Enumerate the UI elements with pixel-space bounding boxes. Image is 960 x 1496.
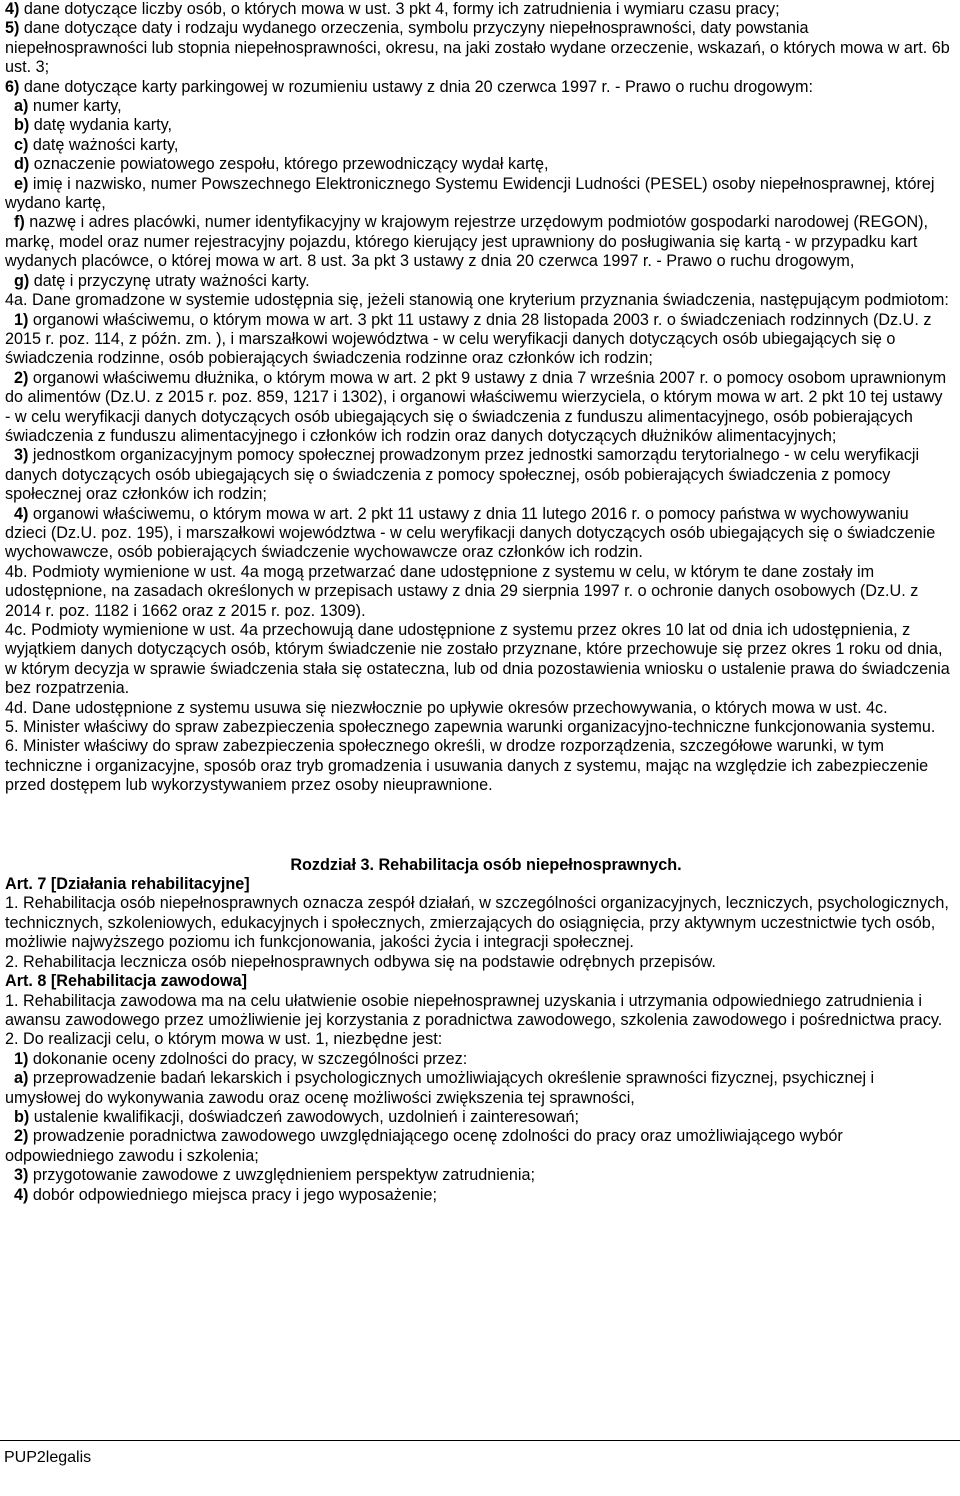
paragraph-4c: 4c. Podmioty wymienione w ust. 4a przechowują dane udostępnione z systemu przez okres 10 lat od dnia ich udostępnienia, z wyjątkiem danych dotyczących osób, którym świadczenie nie zostało przyznane, które przechowuje się przez okres 1 roku od dnia, w którym decyzja w sprawie świadczenia stała się ostateczna, lub od dnia pozostawienia wniosku o ustalenie prawa do świadczenia bez rozpatrzenia. <box>5 621 950 698</box>
paragraph-6: 6. Minister właściwy do spraw zabezpieczenia społecznego określi, w drodze rozporządzenia, szczegółowe warunki, w tym techniczne i organizacyjne, sposób oraz tryb gromadzenia i usuwania danych z systemu, mając na względzie ich zabezpieczenie przed dostępem lub wykorzystywaniem przez osoby nieuprawnione. <box>5 737 929 795</box>
subitem-a: a) numer karty, <box>14 97 122 116</box>
item-4a-2: 2) organowi właściwemu dłużnika, o którym mowa w art. 2 pkt 9 ustawy z dnia 7 września 2007 r. o pomocy osobom uprawnionym do alimentów (Dz.U. z 2015 r. poz. 859, 1217 i 1302), i organowi właściwemu wierzyciela, o którym mowa w art. 2 pkt 10 tej ustawy - w celu weryfikacji danych dotyczących osób ubiegających się o świadczenia z funduszu alimentacyjnego, osób pobierających świadczenia z funduszu alimentacyjnego i członków ich rodzin oraz danych dotyczących dłużników alimentacyjnych; <box>5 368 947 445</box>
paragraph-4b: 4b. Podmioty wymienione w ust. 4a mogą przetwarzać dane udostępnione z systemu w celu, w którym te dane zostały im udostępnione, na zasadach określonych w przepisach ustawy z dnia 29 sierpnia 1997 r. o ochronie danych osobowych (Dz.U. z 2014 r. poz. 1182 i 1662 oraz z 2015 r. poz. 1309). <box>5 562 919 620</box>
paragraph-4a: 4a. Dane gromadzone w systemie udostępnia się, jeżeli stanowią one kryterium przyznania świadczenia, następującym podmiotom: <box>5 291 949 310</box>
item-4: 4) dane dotyczące liczby osób, o których mowa w ust. 3 pkt 4, formy ich zatrudnienia i wymiaru czasu pracy; <box>5 0 780 18</box>
subitem-d: d) oznaczenie powiatowego zespołu, którego przewodniczący wydał kartę, <box>14 155 549 174</box>
subitem-c: c) datę ważności karty, <box>14 135 179 154</box>
item-4a-4: 4) organowi właściwemu, o którym mowa w art. 2 pkt 11 ustawy z dnia 11 lutego 2016 r. o pomocy państwa w wychowywaniu dzieci (Dz.U. poz. 195), i marszałkowi województwa - w celu weryfikacji danych dotyczących osób ubiegających się o świadczenie wychowawcze, osób pobierających świadczenie wychowawcze oraz członków ich rodzin. <box>5 504 936 562</box>
art8-title: Art. 8 [Rehabilitacja zawodowa] <box>5 972 247 991</box>
item-5: 5) dane dotyczące daty i rodzaju wydanego orzeczenia, symbolu przyczyny niepełnosprawności, daty powstania niepełnosprawności lub stopnia niepełnosprawności, okresu, na jaki zostało wydane orzeczenie, wskazań, o których mowa w art. 6b ust. 3; <box>5 19 950 77</box>
section-items <box>5 0 951 796</box>
subitem-f: f) nazwę i adres placówki, numer identyfikacyjny w krajowym rejestrze urzędowym podmiotów gospodarki narodowej (REGON), markę, model oraz numer rejestracyjny pojazdu, którego kierujący jest uprawniony do posługiwania się kartą - w przypadku kart wydanych placówce, o której mowa w art. 8 ust. 3a pkt 3 ustawy z dnia 20 czerwca 1997 r. - Prawo o ruchu drogowym, <box>5 213 929 271</box>
paragraph-5: 5. Minister właściwy do spraw zabezpieczenia społecznego zapewnia warunki organizacyjno-techniczne funkcjonowania systemu. <box>5 718 936 737</box>
art8-subitem-a: a) przeprowadzenie badań lekarskich i psychologicznych umożliwiających określenie sprawności fizycznej, psychicznej i umysłowej do wykonywania zawodu oraz ocenę możliwości zwiększenia tej sprawności, <box>5 1069 875 1107</box>
subitem-e: e) imię i nazwisko, numer Powszechnego Elektronicznego Systemu Ewidencji Ludności (PESEL) osoby niepełnosprawnej, której wydano kartę, <box>5 174 935 213</box>
art8-paragraph-2: 2. Do realizacji celu, o którym mowa w ust. 1, niezbędne jest: <box>5 1030 443 1049</box>
subitem-g: g) datę i przyczynę utraty ważności karty. <box>14 271 310 290</box>
art8-item-3: 3) przygotowanie zawodowe z uwzględnieniem perspektyw zatrudnienia; <box>14 1166 535 1185</box>
art8-item-4: 4) dobór odpowiedniego miejsca pracy i jego wyposażenie; <box>14 1185 437 1204</box>
art8-paragraph-1: 1. Rehabilitacja zawodowa ma na celu ułatwienie osobie niepełnosprawnej uzyskania i utrzymania odpowiedniego zatrudnienia i awansu zawodowego przez umożliwienie jej korzystania z poradnictwa zawodowego, szkolenia zawodowego i pośrednictwa pracy. <box>5 991 943 1029</box>
item-6: 6) dane dotyczące karty parkingowej w rozumieniu ustawy z dnia 20 czerwca 1997 r. - Prawo o ruchu drogowym: <box>5 77 813 96</box>
footer-label: PUP2legalis <box>4 1449 92 1466</box>
item-4a-3: 3) jednostkom organizacyjnym pomocy społecznej prowadzonym przez jednostki samorządu terytorialnego - w celu weryfikacji danych dotyczących osób ubiegających się o świadczenia z pomocy społecznej, osób pobierających świadczenia z pomocy społecznej oraz członków ich rodzin; <box>5 446 920 504</box>
chapter-heading: Rozdział 3. Rehabilitacja osób niepełnosprawnych. <box>290 855 682 874</box>
art7-paragraph-1: 1. Rehabilitacja osób niepełnosprawnych oznacza zespół działań, w szczególności organizacyjnych, leczniczych, psychologicznych, technicznych, szkoleniowych, edukacyjnych i społecznych, zmierzających do osiągnięcia, przy aktywnym uczestnictwie tych osób, możliwie najwyższego poziomu ich funkcjonowania, jakości życia i integracji społecznej. <box>5 894 949 952</box>
art8-subitem-b: b) ustalenie kwalifikacji, doświadczeń zawodowych, uzdolnień i zainteresowań; <box>14 1107 580 1126</box>
art8-item-1: 1) dokonanie oceny zdolności do pracy, w szczególności przez: <box>14 1049 468 1068</box>
art8-item-2: 2) prowadzenie poradnictwa zawodowego uwzględniającego ocenę zdolności do pracy oraz umożliwiającego wybór odpowiedniego zawodu i szkolenia; <box>5 1127 843 1165</box>
paragraph-4d: 4d. Dane udostępnione z systemu usuwa się niezwłocznie po upływie okresów przechowywania, o których mowa w ust. 4c. <box>5 698 888 717</box>
footer-divider <box>0 1440 960 1441</box>
item-4a-1: 1) organowi właściwemu, o którym mowa w art. 3 pkt 11 ustawy z dnia 28 listopada 2003 r. o świadczeniach rodzinnych (Dz.U. z 2015 r. poz. 114, z późn. zm. ), i marszałkowi województwa - w celu weryfikacji danych dotyczących osób ubiegających się o świadczenia rodzinne, osób pobierających świadczenia rodzinne oraz członków ich rodzin; <box>5 310 932 368</box>
art7-title: Art. 7 [Działania rehabilitacyjne] <box>5 875 250 894</box>
document-page <box>5 0 951 1205</box>
subitem-b: b) datę wydania karty, <box>14 116 173 135</box>
art7-paragraph-2: 2. Rehabilitacja lecznicza osób niepełnosprawnych odbywa się na podstawie odrębnych przepisów. <box>5 952 716 971</box>
